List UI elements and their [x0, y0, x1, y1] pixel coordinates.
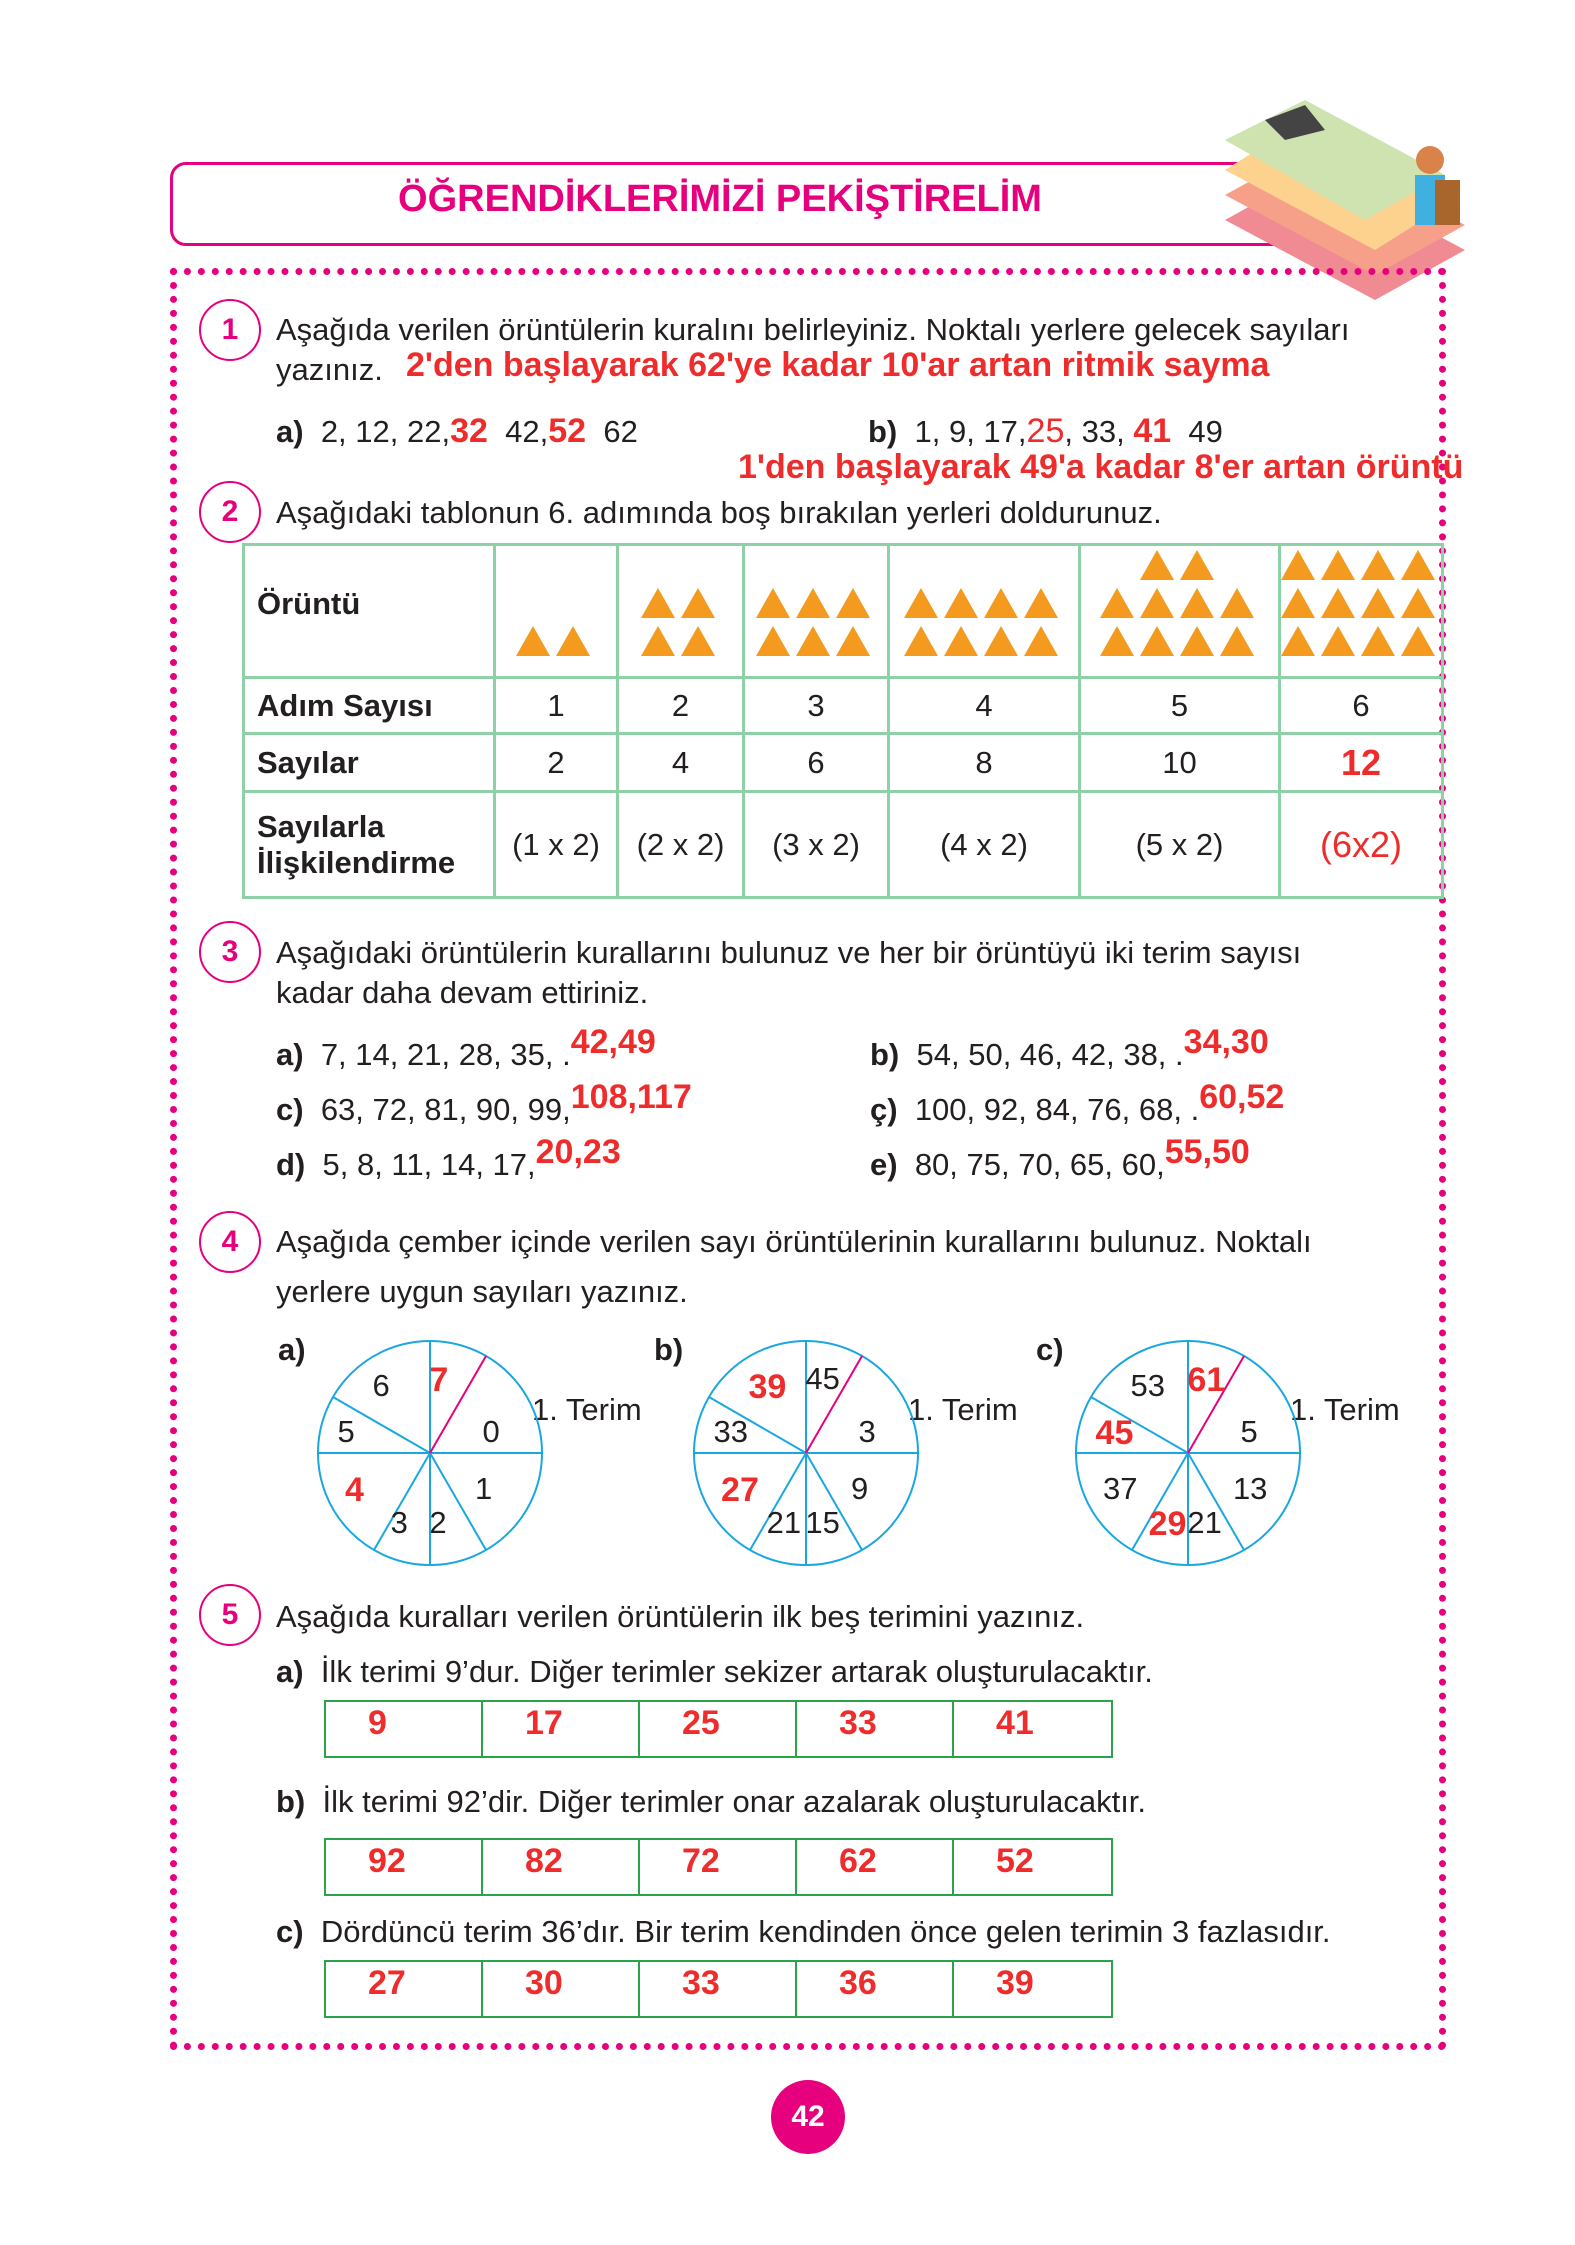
circle-value: 37 [1103, 1470, 1138, 1506]
circle-answer: 61 [1187, 1360, 1226, 1399]
triangle-icon [984, 588, 1018, 618]
q3-item [276, 1078, 692, 1129]
sequence: 80, 75, 70, 65, 60, [914, 1147, 1165, 1182]
term-box[interactable]: 17 [483, 1702, 640, 1756]
triangle-icon [1401, 626, 1435, 656]
answer: 20,23 [535, 1133, 621, 1171]
triangle-icon [1361, 626, 1395, 656]
triangle-icon [1220, 588, 1254, 618]
term-box[interactable]: 9 [326, 1702, 483, 1756]
answer: 32 [450, 412, 488, 450]
row-label: Sayılarla İlişkilendirme [244, 792, 495, 898]
q3-item [276, 1023, 656, 1074]
answer-boxes [324, 1838, 1113, 1896]
q3-text: Aşağıdaki örüntülerin kurallarını bulunuz ve her bir örüntüyü iki terim sayısı [276, 935, 1302, 970]
circle-value: 21 [766, 1505, 802, 1541]
term-box[interactable]: 39 [996, 1964, 1034, 2002]
triangle-icon [796, 588, 830, 618]
triangle-icon [1140, 626, 1174, 656]
relation-cell: (4 x 2) [889, 792, 1080, 898]
q1-answer-rule-a: 2'den başlayarak 62'ye kadar 10'ar artan ritmik sayma [406, 346, 1270, 384]
answer: 60,52 [1199, 1078, 1285, 1116]
relation-cell: (5 x 2) [1080, 792, 1280, 898]
circle-value: 1 [474, 1470, 493, 1506]
page-title: ÖĞRENDİKLERİMİZİ PEKİŞTİRELİM [398, 178, 1042, 220]
step-cell: 3 [744, 678, 889, 734]
step-cell: 5 [1080, 678, 1280, 734]
q1-text-2: yazınız. [276, 352, 383, 387]
step-cell: 6 [1280, 678, 1443, 734]
number-cell: 10 [1080, 734, 1280, 792]
triangle-icon [1100, 588, 1134, 618]
rule-text: İlk terimi 92’dir. Diğer terimler onar azalarak oluşturulacaktır. [322, 1784, 1147, 1819]
sequence: 54, 50, 46, 42, 38, . [916, 1037, 1184, 1072]
triangle-icon [904, 588, 938, 618]
term-box[interactable]: 72 [640, 1840, 797, 1894]
triangle-icon [641, 626, 675, 656]
sequence: 42, [505, 414, 549, 449]
triangle-icon [1100, 626, 1134, 656]
triangle-icon [756, 626, 790, 656]
term-box[interactable]: 92 [326, 1840, 483, 1894]
triangle-icon [1401, 588, 1435, 618]
q3-item [276, 1133, 621, 1184]
sequence: 1, 9, 17, [914, 414, 1027, 449]
circle-value: 15 [805, 1505, 840, 1541]
triangle-cell [744, 545, 889, 678]
q4-text-2: yerlere uygun sayıları yazınız. [276, 1274, 688, 1309]
circle-value: 45 [805, 1360, 840, 1396]
triangle-icon [1401, 550, 1435, 580]
question-number: 4 [199, 1211, 261, 1273]
circle-answer: 7 [429, 1360, 449, 1399]
triangle-icon [756, 588, 790, 618]
page-number: 42 [771, 2080, 845, 2154]
q3-text-2: kadar daha devam ettiriniz. [276, 975, 649, 1010]
triangle-cell [495, 545, 618, 678]
triangle-icon [1321, 550, 1355, 580]
circle-label: b) [654, 1332, 684, 1367]
label: ç) [870, 1092, 898, 1127]
q5-item [276, 1914, 1331, 1950]
label: c) [276, 1914, 304, 1949]
sequence: , 33, [1064, 414, 1125, 449]
term-box[interactable]: 36 [797, 1962, 954, 2016]
q5-item [276, 1784, 1146, 1820]
sequence: 7, 14, 21, 28, 35, . [320, 1037, 571, 1072]
q1-answer-rule-b: 1'den başlayarak 49'a kadar 8'er artan örüntü [738, 448, 1464, 486]
triangle-icon [796, 626, 830, 656]
triangle-icon [641, 588, 675, 618]
circle-value: 2 [429, 1505, 447, 1541]
q5-item [276, 1654, 1153, 1690]
triangle-icon [1180, 626, 1214, 656]
circle-value: 13 [1232, 1470, 1268, 1506]
circle-value: 6 [372, 1368, 390, 1404]
circle-value: 0 [482, 1413, 500, 1449]
term-box[interactable]: 52 [996, 1842, 1034, 1880]
circle-answer: 39 [748, 1368, 787, 1407]
q1-text: Aşağıda verilen örüntülerin kuralını belirleyiniz. Noktalı yerlere gelecek sayıları [276, 312, 1350, 347]
triangle-icon [556, 626, 590, 656]
row-label: Sayılar [244, 734, 495, 792]
relation-cell: (2 x 2) [618, 792, 744, 898]
q3-item [870, 1078, 1285, 1129]
number-cell: 2 [495, 734, 618, 792]
circle-value: 3 [858, 1413, 876, 1449]
term-box[interactable]: 33 [797, 1702, 954, 1756]
label: d) [276, 1147, 306, 1182]
triangle-icon [904, 626, 938, 656]
answer: 25 [1026, 412, 1065, 450]
circle-label: a) [278, 1332, 306, 1367]
triangle-icon [1321, 626, 1355, 656]
step-cell: 1 [495, 678, 618, 734]
q1-b [868, 412, 1223, 451]
circle-label: c) [1036, 1332, 1064, 1367]
triangle-icon [1361, 588, 1395, 618]
triangle-icon [984, 626, 1018, 656]
step-cell: 2 [618, 678, 744, 734]
sequence: 62 [603, 414, 638, 449]
triangle-icon [1180, 588, 1214, 618]
triangle-icon [1024, 588, 1058, 618]
pattern-table [242, 543, 1444, 899]
circle-answer: 45 [1095, 1413, 1134, 1452]
rule-text: İlk terimi 9’dur. Diğer terimler sekizer artarak oluşturulacaktır. [320, 1654, 1153, 1689]
sequence: 5, 8, 11, 14, 17, [322, 1147, 536, 1182]
triangle-icon [1281, 588, 1315, 618]
term-box[interactable]: 82 [483, 1840, 640, 1894]
triangle-icon [1024, 626, 1058, 656]
triangle-icon [1220, 626, 1254, 656]
answer: 52 [548, 412, 587, 450]
sequence: 63, 72, 81, 90, 99, [320, 1092, 571, 1127]
q4-text: Aşağıda çember içinde verilen sayı örüntülerinin kurallarını bulunuz. Noktalı [276, 1224, 1312, 1259]
label: c) [276, 1092, 304, 1127]
number-cell: 8 [889, 734, 1080, 792]
sequence: 2, 12, 22, [320, 414, 451, 449]
term-box[interactable]: 33 [640, 1962, 797, 2016]
triangle-cell [1080, 545, 1280, 678]
question-number: 3 [199, 921, 261, 983]
first-term-label: 1. Terim [532, 1392, 642, 1427]
rule-text: Dördüncü terim 36’dır. Bir terim kendinden önce gelen terimin 3 fazlasıdır. [320, 1914, 1331, 1949]
answer-boxes [324, 1700, 1113, 1758]
triangle-icon [836, 626, 870, 656]
circle-value: 33 [713, 1413, 749, 1449]
sequence: 49 [1188, 414, 1223, 449]
label: a) [276, 414, 304, 449]
triangle-icon [944, 626, 978, 656]
triangle-icon [681, 626, 715, 656]
circle-value: 5 [337, 1413, 355, 1449]
circle-answer: 4 [345, 1470, 364, 1509]
triangle-icon [1140, 550, 1174, 580]
term-box[interactable]: 41 [996, 1704, 1034, 1742]
first-term-label: 1. Terim [908, 1392, 1018, 1427]
term-box[interactable]: 25 [640, 1702, 797, 1756]
q3-item [870, 1023, 1269, 1074]
term-box[interactable]: 27 [326, 1962, 483, 2016]
triangle-cell [618, 545, 744, 678]
circle-value: 53 [1130, 1368, 1165, 1404]
triangle-icon [944, 588, 978, 618]
row-label: Adım Sayısı [244, 678, 495, 734]
sequence: 100, 92, 84, 76, 68, . [914, 1092, 1200, 1127]
circle-value: 3 [390, 1505, 408, 1541]
label: a) [276, 1037, 304, 1072]
term-box[interactable]: 30 [483, 1962, 640, 2016]
circle-answer: 29 [1148, 1505, 1187, 1544]
q2-text: Aşağıdaki tablonun 6. adımında boş bırakılan yerleri doldurunuz. [276, 495, 1162, 530]
triangle-icon [836, 588, 870, 618]
triangle-icon [1281, 626, 1315, 656]
triangle-icon [1321, 588, 1355, 618]
answer-cell: 12 [1280, 734, 1443, 792]
answer: 34,30 [1183, 1023, 1269, 1061]
circle-value: 5 [1240, 1413, 1258, 1449]
answer: 55,50 [1164, 1133, 1250, 1171]
question-number: 5 [199, 1584, 261, 1646]
answer: 42,49 [570, 1023, 656, 1061]
answer-boxes [324, 1960, 1113, 2018]
relation-cell: (3 x 2) [744, 792, 889, 898]
label: b) [276, 1784, 306, 1819]
question-number: 2 [199, 481, 261, 543]
answer: 41 [1133, 412, 1172, 450]
circle-value: 21 [1187, 1505, 1222, 1541]
triangle-cell [889, 545, 1080, 678]
q5-text: Aşağıda kuralları verilen örüntülerin ilk beş terimini yazınız. [276, 1599, 1085, 1634]
row-label: Örüntü [244, 545, 495, 678]
triangle-icon [1180, 550, 1214, 580]
label: b) [870, 1037, 900, 1072]
q3-item [870, 1133, 1250, 1184]
triangle-icon [1281, 550, 1315, 580]
first-term-label: 1. Terim [1290, 1392, 1400, 1427]
label: a) [276, 1654, 304, 1689]
answer-cell: (6x2) [1280, 792, 1443, 898]
number-cell: 4 [618, 734, 744, 792]
label: b) [868, 414, 898, 449]
circle-answer: 27 [721, 1470, 759, 1509]
triangle-cell [1280, 545, 1443, 678]
number-cell: 6 [744, 734, 889, 792]
term-box[interactable]: 62 [797, 1840, 954, 1894]
triangle-icon [516, 626, 550, 656]
triangle-icon [681, 588, 715, 618]
step-cell: 4 [889, 678, 1080, 734]
triangle-icon [1140, 588, 1174, 618]
question-number: 1 [199, 299, 261, 361]
triangle-icon [1361, 550, 1395, 580]
answer: 108,117 [570, 1078, 692, 1116]
relation-cell: (1 x 2) [495, 792, 618, 898]
label: e) [870, 1147, 898, 1182]
q1-a [276, 412, 638, 451]
circle-value: 9 [850, 1470, 869, 1506]
